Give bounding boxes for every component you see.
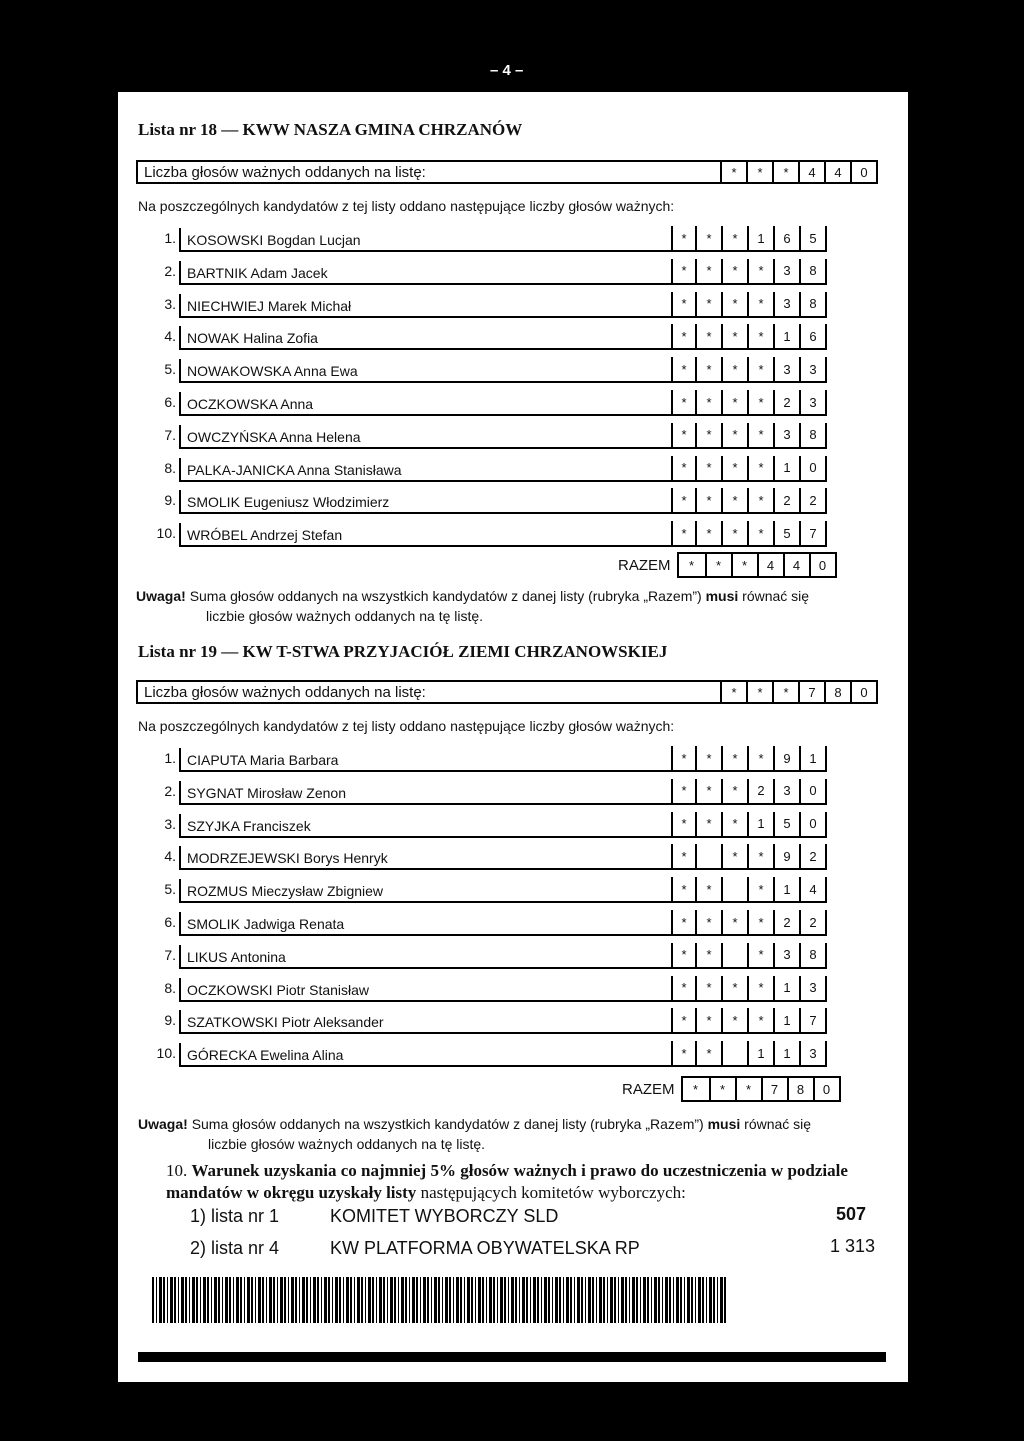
digit-cell: 8 bbox=[824, 682, 850, 702]
digit-cell: * bbox=[697, 877, 723, 901]
candidate-name: NIECHWIEJ Marek Michał bbox=[179, 294, 671, 318]
digit-cell: * bbox=[671, 292, 697, 316]
digit-cell: * bbox=[731, 554, 757, 576]
committee-1-name: KOMITET WYBORCZY SLD bbox=[330, 1206, 559, 1226]
digit-cell: * bbox=[697, 910, 723, 934]
digit-cell: * bbox=[723, 521, 749, 545]
candidate-row bbox=[136, 972, 827, 1002]
candidate-votes bbox=[671, 844, 827, 870]
page-number: – 4 – bbox=[490, 62, 524, 79]
digit-cell: * bbox=[671, 812, 697, 836]
candidate-name: OCZKOWSKA Anna bbox=[179, 392, 671, 416]
committee-2-votes: 1 313 bbox=[830, 1236, 876, 1256]
digit-cell: 2 bbox=[801, 488, 827, 512]
digit-cell: 2 bbox=[749, 779, 775, 803]
candidate-row bbox=[136, 840, 827, 870]
digit-cell: 1 bbox=[749, 1041, 775, 1065]
candidate-row bbox=[136, 742, 827, 772]
digit-cell: * bbox=[723, 259, 749, 283]
candidate-votes bbox=[671, 521, 827, 547]
section-10-rest: następujących komitetów wyborczych: bbox=[420, 1183, 686, 1202]
candidate-name: LIKUS Antonina bbox=[179, 945, 671, 969]
digit-cell: * bbox=[749, 488, 775, 512]
committee-1-list: 1) lista nr 1 bbox=[190, 1206, 280, 1226]
digit-cell: * bbox=[705, 554, 731, 576]
candidate-number: 5. bbox=[164, 881, 176, 898]
digit-cell: * bbox=[746, 682, 772, 702]
candidate-votes bbox=[671, 423, 827, 449]
digit-cell: 7 bbox=[761, 1078, 787, 1100]
valid-votes-label: Liczba głosów ważnych oddanych na listę: bbox=[144, 163, 426, 181]
candidate-name: SYGNAT Mirosław Zenon bbox=[179, 781, 671, 805]
digit-cell: * bbox=[671, 226, 697, 250]
list-19-title: Lista nr 19 — KW T-STWA PRZYJACIÓŁ ZIEMI CHRZANOWSKIEJ bbox=[138, 642, 668, 661]
digit-cell: 0 bbox=[801, 812, 827, 836]
digit-cell: 3 bbox=[775, 292, 801, 316]
candidate-row bbox=[136, 517, 827, 547]
candidate-votes bbox=[671, 324, 827, 350]
digit-cell: * bbox=[772, 162, 798, 182]
bottom-bar bbox=[138, 1352, 886, 1362]
digit-cell: * bbox=[671, 976, 697, 1000]
candidate-name: MODRZEJEWSKI Borys Henryk bbox=[179, 846, 671, 870]
digit-cell: 0 bbox=[850, 162, 876, 182]
digit-cell: * bbox=[723, 910, 749, 934]
digit-cell: * bbox=[697, 226, 723, 250]
digit-cell: * bbox=[671, 910, 697, 934]
digit-cell: * bbox=[697, 943, 723, 967]
digit-cell: * bbox=[749, 976, 775, 1000]
digit-cell: 1 bbox=[775, 1008, 801, 1032]
candidate-row bbox=[136, 320, 827, 350]
candidate-votes bbox=[671, 390, 827, 416]
digit-cell: 7 bbox=[798, 682, 824, 702]
candidate-votes bbox=[671, 976, 827, 1002]
candidate-row bbox=[136, 873, 827, 903]
candidate-name: KOSOWSKI Bogdan Lucjan bbox=[179, 228, 671, 252]
candidate-name: SMOLIK Eugeniusz Włodzimierz bbox=[179, 490, 671, 514]
digit-cell: 8 bbox=[801, 423, 827, 447]
digit-cell: * bbox=[723, 779, 749, 803]
digit-cell: * bbox=[749, 390, 775, 414]
digit-cell: * bbox=[723, 357, 749, 381]
digit-cell: 8 bbox=[801, 292, 827, 316]
digit-cell: * bbox=[749, 844, 775, 868]
digit-cell: * bbox=[671, 746, 697, 770]
digit-cell: * bbox=[749, 456, 775, 480]
warning-line2: liczbie głosów ważnych oddanych na tę listę. bbox=[206, 608, 484, 624]
margin-mark bbox=[90, 1250, 96, 1324]
candidate-name: OWCZYŃSKA Anna Helena bbox=[179, 425, 671, 449]
warning-text-b: równać się bbox=[744, 1116, 812, 1132]
digit-cell: * bbox=[749, 423, 775, 447]
digit-cell: 2 bbox=[775, 488, 801, 512]
digit-cell: 3 bbox=[801, 976, 827, 1000]
digit-cell: * bbox=[692, 1081, 699, 1097]
digit-cell: 5 bbox=[775, 812, 801, 836]
candidate-number: 4. bbox=[164, 328, 176, 345]
digit-cell: * bbox=[697, 812, 723, 836]
digit-cell: * bbox=[697, 521, 723, 545]
candidate-votes bbox=[671, 943, 827, 969]
warning-bold: musi bbox=[705, 588, 739, 604]
digit-cell: 1 bbox=[801, 746, 827, 770]
digit-cell: 4 bbox=[757, 554, 783, 576]
digit-cell bbox=[723, 1041, 749, 1065]
candidate-votes bbox=[671, 357, 827, 383]
candidate-name: NOWAKOWSKA Anna Ewa bbox=[179, 359, 671, 383]
digit-cell: 4 bbox=[783, 554, 809, 576]
digit-cell: 1 bbox=[749, 226, 775, 250]
digit-cell: 2 bbox=[801, 844, 827, 868]
digit-cell: * bbox=[749, 877, 775, 901]
candidate-number: 9. bbox=[164, 1012, 176, 1029]
digit-cell: * bbox=[746, 162, 772, 182]
list-19-total bbox=[622, 1076, 841, 1102]
candidate-votes bbox=[671, 456, 827, 482]
candidate-number: 8. bbox=[164, 979, 176, 996]
digit-cell: 1 bbox=[775, 877, 801, 901]
candidate-name: SZYJKA Franciszek bbox=[179, 814, 671, 838]
digit-cell: * bbox=[720, 162, 746, 182]
digit-cell: 0 bbox=[850, 682, 876, 702]
digit-cell: * bbox=[671, 423, 697, 447]
candidate-number: 3. bbox=[164, 295, 176, 312]
digit-cell: 3 bbox=[775, 423, 801, 447]
digit-cell: 0 bbox=[801, 456, 827, 480]
digit-cell: 7 bbox=[801, 1008, 827, 1032]
digit-cell: 2 bbox=[775, 390, 801, 414]
digit-cell: 3 bbox=[775, 357, 801, 381]
digit-cell: 8 bbox=[787, 1078, 813, 1100]
candidate-row bbox=[136, 222, 827, 252]
candidate-row bbox=[136, 939, 827, 969]
digit-cell: * bbox=[697, 1041, 723, 1065]
digit-cell: * bbox=[671, 390, 697, 414]
digit-cell bbox=[697, 844, 723, 868]
candidate-votes bbox=[671, 910, 827, 936]
digit-cell: 1 bbox=[775, 324, 801, 348]
candidate-row bbox=[136, 288, 827, 318]
digit-cell bbox=[723, 877, 749, 901]
candidate-row bbox=[136, 353, 827, 383]
candidate-name: WRÓBEL Andrzej Stefan bbox=[179, 523, 671, 547]
candidate-number: 1. bbox=[164, 230, 176, 246]
warning-lead: Uwaga! bbox=[136, 588, 186, 604]
warning-text-a: Suma głosów oddanych na wszystkich kandydatów z danej listy (rubryka „Razem”) bbox=[191, 1116, 704, 1132]
candidate-votes bbox=[671, 226, 827, 252]
candidate-row bbox=[136, 255, 827, 285]
digit-cell: 4 bbox=[801, 877, 827, 901]
digit-cell: * bbox=[723, 292, 749, 316]
digit-cell: 5 bbox=[775, 521, 801, 545]
digit-cell: 3 bbox=[775, 259, 801, 283]
candidate-name: CIAPUTA Maria Barbara bbox=[179, 748, 671, 772]
digit-cell: 6 bbox=[801, 324, 827, 348]
digit-cell: * bbox=[697, 259, 723, 283]
digit-cell: 7 bbox=[801, 521, 827, 545]
digit-cell: * bbox=[749, 910, 775, 934]
candidate-number: 3. bbox=[164, 815, 176, 832]
list-19-intro: Na poszczególnych kandydatów z tej listy oddano następujące liczby głosów ważnych: bbox=[138, 718, 675, 734]
committee-2-name: KW PLATFORMA OBYWATELSKA RP bbox=[330, 1238, 640, 1258]
digit-cell: * bbox=[697, 779, 723, 803]
digit-cell: 9 bbox=[775, 746, 801, 770]
digit-cell: * bbox=[697, 746, 723, 770]
candidate-votes bbox=[671, 746, 827, 772]
section-10 bbox=[166, 1160, 882, 1204]
digit-cell: * bbox=[723, 423, 749, 447]
digit-cell: 1 bbox=[775, 1041, 801, 1065]
candidate-name: SMOLIK Jadwiga Renata bbox=[179, 912, 671, 936]
candidate-votes bbox=[671, 779, 827, 805]
candidate-votes bbox=[671, 1041, 827, 1067]
candidate-row bbox=[136, 1004, 827, 1034]
digit-cell: * bbox=[749, 324, 775, 348]
list-19-warning bbox=[138, 1114, 811, 1154]
digit-cell: * bbox=[723, 488, 749, 512]
digit-cell: 3 bbox=[801, 357, 827, 381]
digit-cell: * bbox=[671, 456, 697, 480]
digit-cell: * bbox=[688, 557, 695, 573]
candidate-number: 2. bbox=[164, 262, 176, 279]
candidate-number: 10. bbox=[156, 1045, 176, 1062]
warning-bold: musi bbox=[707, 1116, 741, 1132]
candidate-votes bbox=[671, 812, 827, 838]
digit-cell: * bbox=[697, 423, 723, 447]
digit-cell: 3 bbox=[775, 779, 801, 803]
digit-cell: 1 bbox=[775, 456, 801, 480]
barcode bbox=[152, 1277, 726, 1323]
digit-cell: * bbox=[723, 844, 749, 868]
digit-cell: 8 bbox=[801, 259, 827, 283]
digit-cell: * bbox=[749, 943, 775, 967]
candidate-name: SZATKOWSKI Piotr Aleksander bbox=[179, 1010, 671, 1034]
candidate-row bbox=[136, 419, 827, 449]
candidate-number: 7. bbox=[164, 426, 176, 443]
digit-cell: * bbox=[671, 488, 697, 512]
candidate-votes bbox=[671, 1008, 827, 1034]
digit-cell: * bbox=[697, 390, 723, 414]
razem-label: RAZEM bbox=[622, 1080, 675, 1098]
digit-cell: * bbox=[697, 324, 723, 348]
digit-cell: * bbox=[723, 390, 749, 414]
list-18-title: Lista nr 18 — KWW NASZA GMINA CHRZANÓW bbox=[138, 120, 523, 139]
section-10-number: 10. bbox=[166, 1161, 188, 1180]
candidate-name: PALKA-JANICKA Anna Stanisława bbox=[179, 458, 671, 482]
section-10-bold: Warunek uzyskania co najmniej 5% głosów ważnych i prawo do uczestniczenia w podziale mandatów w okręgu uzyskały listy bbox=[166, 1161, 848, 1202]
razem-label: RAZEM bbox=[618, 556, 671, 574]
list-18-warning bbox=[136, 586, 809, 626]
digit-cell bbox=[723, 943, 749, 967]
digit-cell: * bbox=[671, 1008, 697, 1032]
digit-cell: * bbox=[723, 324, 749, 348]
warning-line2: liczbie głosów ważnych oddanych na tę listę. bbox=[208, 1136, 486, 1152]
candidate-name: BARTNIK Adam Jacek bbox=[179, 261, 671, 285]
candidate-number: 8. bbox=[164, 459, 176, 476]
digit-cell: 6 bbox=[775, 226, 801, 250]
candidate-number: 4. bbox=[164, 848, 176, 865]
digit-cell: * bbox=[709, 1078, 735, 1100]
warning-text-b: równać się bbox=[742, 588, 810, 604]
valid-votes-label: Liczba głosów ważnych oddanych na listę: bbox=[144, 683, 426, 701]
digit-cell: * bbox=[671, 779, 697, 803]
digit-cell: * bbox=[749, 521, 775, 545]
candidate-votes bbox=[671, 292, 827, 318]
digit-cell: 3 bbox=[801, 1041, 827, 1065]
candidate-name: NOWAK Halina Zofia bbox=[179, 326, 671, 350]
digit-cell: 9 bbox=[775, 844, 801, 868]
digit-cell: 5 bbox=[801, 226, 827, 250]
candidate-row bbox=[136, 484, 827, 514]
digit-cell: * bbox=[671, 1041, 697, 1065]
list-19-valid-votes-row bbox=[136, 680, 878, 704]
digit-cell: 0 bbox=[813, 1078, 839, 1100]
list-18-intro: Na poszczególnych kandydatów z tej listy oddano następujące liczby głosów ważnych: bbox=[138, 198, 675, 214]
candidate-name: GÓRECKA Ewelina Alina bbox=[179, 1043, 671, 1067]
candidate-name: ROZMUS Mieczysław Zbigniew bbox=[179, 879, 671, 903]
digit-cell: * bbox=[697, 488, 723, 512]
digit-cell: * bbox=[697, 456, 723, 480]
digit-cell: * bbox=[723, 456, 749, 480]
candidate-name: OCZKOWSKI Piotr Stanisław bbox=[179, 978, 671, 1002]
candidate-row bbox=[136, 906, 827, 936]
list-18-total bbox=[618, 552, 837, 578]
digit-cell: 8 bbox=[801, 943, 827, 967]
candidate-row bbox=[136, 808, 827, 838]
digit-cell: * bbox=[749, 357, 775, 381]
digit-cell: * bbox=[723, 226, 749, 250]
digit-cell: * bbox=[671, 943, 697, 967]
digit-cell: 1 bbox=[749, 812, 775, 836]
digit-cell: * bbox=[772, 682, 798, 702]
digit-cell: * bbox=[671, 357, 697, 381]
digit-cell: * bbox=[697, 292, 723, 316]
candidate-row bbox=[136, 386, 827, 416]
digit-cell: * bbox=[697, 357, 723, 381]
candidate-number: 6. bbox=[164, 394, 176, 410]
digit-cell: * bbox=[749, 1008, 775, 1032]
candidate-row bbox=[136, 775, 827, 805]
warning-lead: Uwaga! bbox=[138, 1116, 188, 1132]
candidate-votes bbox=[671, 877, 827, 903]
digit-cell: 3 bbox=[801, 390, 827, 414]
candidate-row bbox=[136, 452, 827, 482]
digit-cell: 2 bbox=[801, 910, 827, 934]
candidate-number: 6. bbox=[164, 914, 176, 930]
digit-cell: 4 bbox=[824, 162, 850, 182]
digit-cell: * bbox=[749, 292, 775, 316]
digit-cell: * bbox=[671, 259, 697, 283]
committee-1-votes: 507 bbox=[836, 1204, 867, 1224]
digit-cell: 2 bbox=[775, 910, 801, 934]
digit-cell: 0 bbox=[809, 554, 835, 576]
digit-cell: * bbox=[723, 812, 749, 836]
digit-cell: * bbox=[671, 521, 697, 545]
digit-cell: * bbox=[671, 844, 697, 868]
digit-cell: 4 bbox=[798, 162, 824, 182]
digit-cell: * bbox=[671, 877, 697, 901]
digit-cell: * bbox=[723, 746, 749, 770]
digit-cell: * bbox=[735, 1078, 761, 1100]
candidate-number: 7. bbox=[164, 946, 176, 963]
candidate-number: 1. bbox=[164, 750, 176, 766]
digit-cell: 3 bbox=[775, 943, 801, 967]
digit-cell: * bbox=[749, 259, 775, 283]
candidate-votes bbox=[671, 259, 827, 285]
digit-cell: * bbox=[723, 976, 749, 1000]
digit-cell: * bbox=[749, 746, 775, 770]
candidate-number: 5. bbox=[164, 361, 176, 378]
candidate-number: 2. bbox=[164, 782, 176, 799]
digit-cell: * bbox=[697, 1008, 723, 1032]
digit-cell: 1 bbox=[775, 976, 801, 1000]
digit-cell: * bbox=[720, 682, 746, 702]
digit-cell: * bbox=[671, 324, 697, 348]
candidate-row bbox=[136, 1037, 827, 1067]
digit-cell: 0 bbox=[801, 779, 827, 803]
warning-text-a: Suma głosów oddanych na wszystkich kandydatów z danej listy (rubryka „Razem”) bbox=[189, 588, 702, 604]
candidate-number: 10. bbox=[156, 525, 176, 542]
digit-cell: * bbox=[723, 1008, 749, 1032]
committee-2-list: 2) lista nr 4 bbox=[190, 1238, 280, 1258]
list-18-valid-votes-row bbox=[136, 160, 878, 184]
candidate-number: 9. bbox=[164, 492, 176, 509]
candidate-votes bbox=[671, 488, 827, 514]
digit-cell: * bbox=[697, 976, 723, 1000]
